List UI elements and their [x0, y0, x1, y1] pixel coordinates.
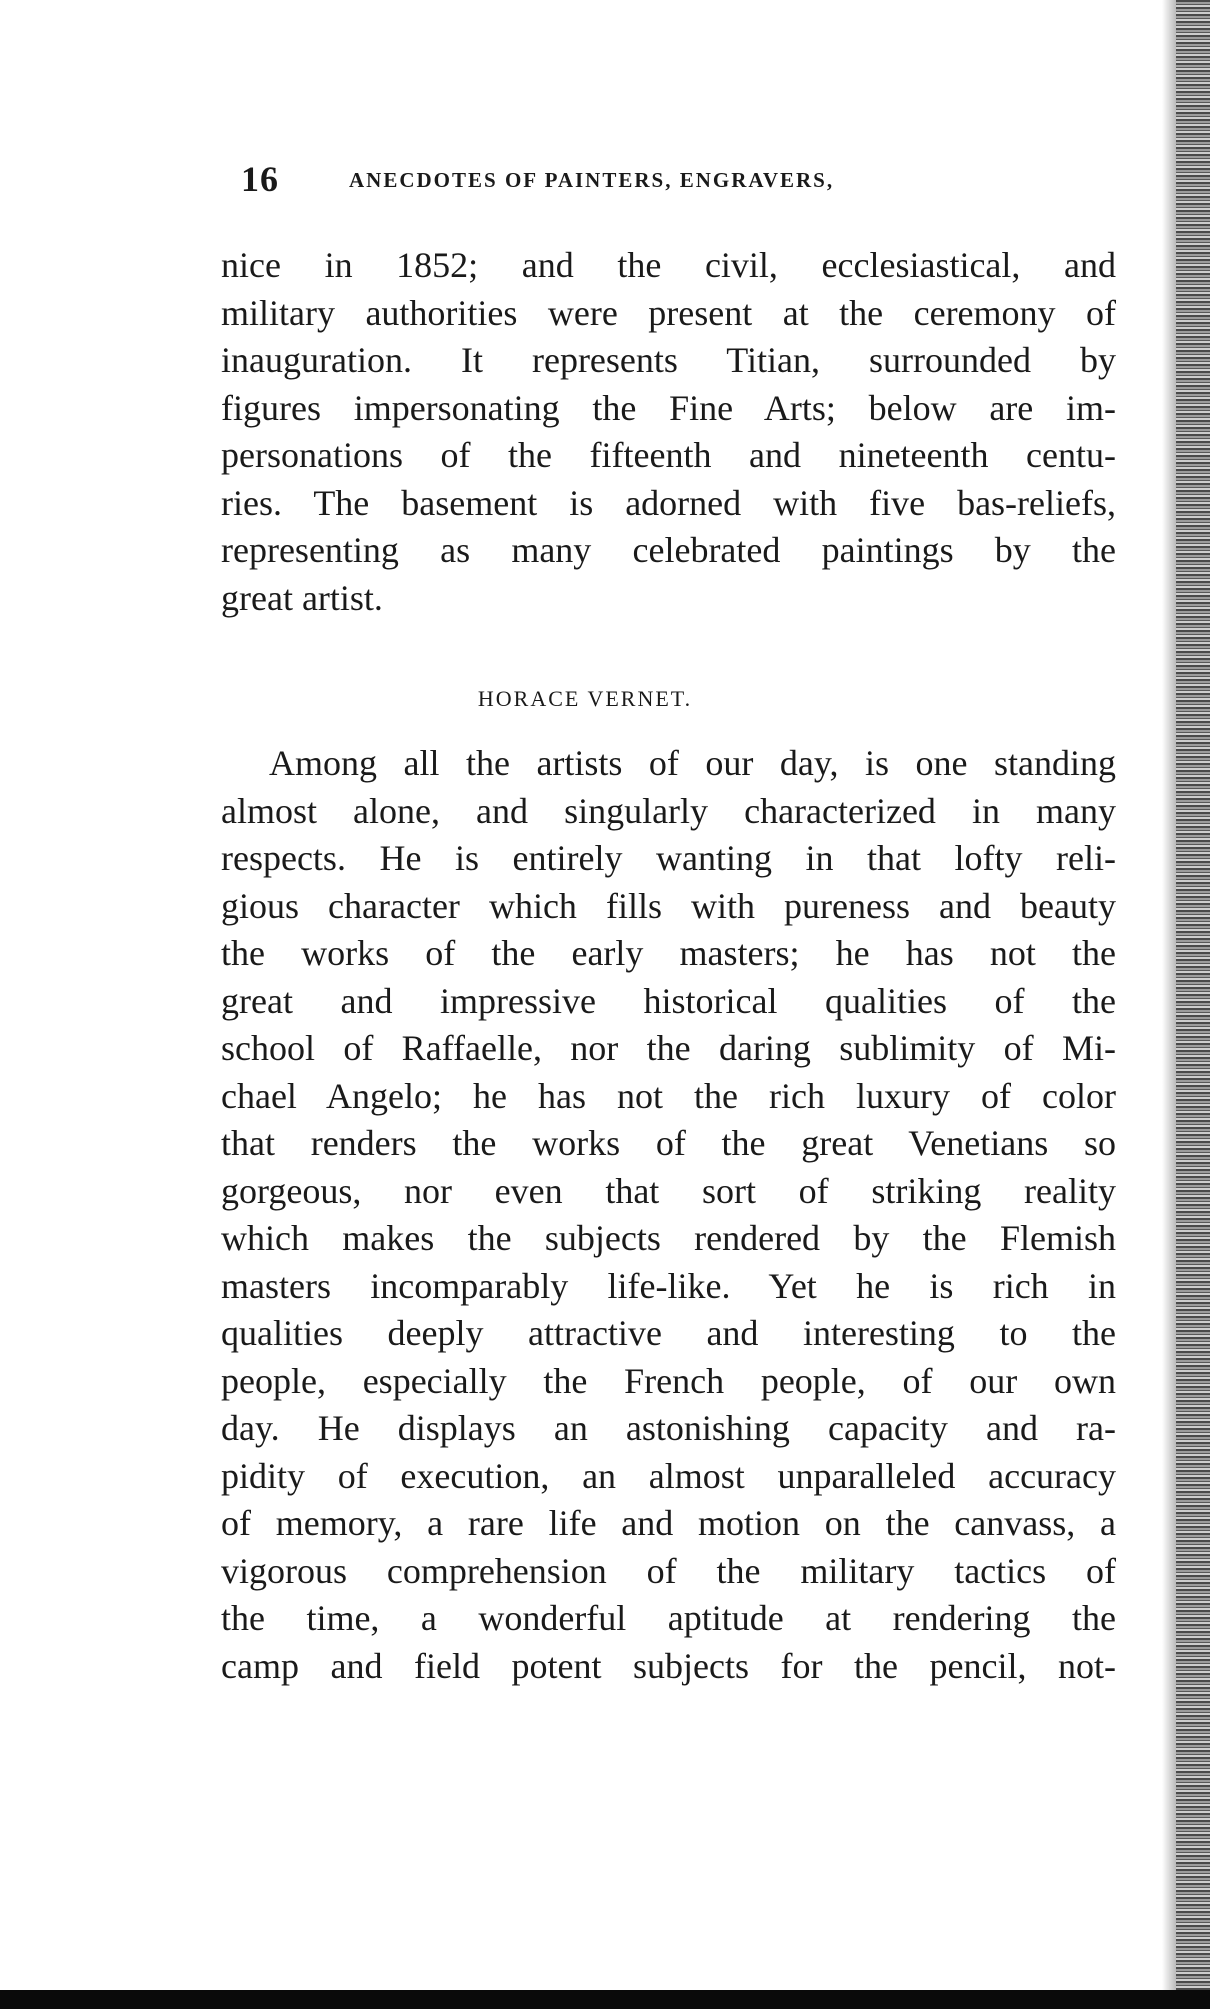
scan-bottom-border — [0, 1990, 1210, 2009]
text-line: military authorities were present at the ceremony of — [221, 292, 1116, 333]
paragraph-titian-monument — [221, 242, 1116, 622]
text-line: personations of the fifteenth and nineteenth centu- — [221, 435, 1116, 475]
text-line: pidity of execution, an almost unparalleled accuracy — [221, 1455, 1116, 1496]
text-line: great artist. — [221, 577, 383, 618]
text-line: figures impersonating the Fine Arts; below are im- — [221, 387, 1116, 428]
text-line: great and impressive historical qualities of the — [221, 980, 1116, 1021]
text-line: which makes the subjects rendered by the Flemish — [221, 1218, 1116, 1258]
text-line: gious character which fills with pureness and beauty — [221, 885, 1116, 926]
running-title: ANECDOTES OF PAINTERS, ENGRAVERS, — [349, 168, 835, 192]
text-line: masters incomparably life-like. Yet he is rich in — [221, 1265, 1116, 1306]
page-edge-shadow — [1162, 0, 1176, 1990]
text-line: qualities deeply attractive and interesting to the — [221, 1313, 1116, 1353]
text-line: people, especially the French people, of our own — [221, 1360, 1116, 1401]
text-line: day. He displays an astonishing capacity and ra- — [221, 1408, 1116, 1448]
text-line: almost alone, and singularly characterized in many — [221, 790, 1116, 831]
text-line: the works of the early masters; he has not the — [221, 933, 1116, 973]
text-line: representing as many celebrated paintings by the — [221, 530, 1116, 570]
section-heading: HORACE VERNET. — [477, 686, 693, 711]
text-line: nice in 1852; and the civil, ecclesiastical, and — [221, 245, 1116, 285]
text-line: camp and field potent subjects for the pencil, not- — [221, 1645, 1116, 1686]
text-line: inauguration. It represents Titian, surrounded by — [221, 340, 1116, 380]
text-line: gorgeous, nor even that sort of striking reality — [221, 1170, 1116, 1211]
text-line: chael Angelo; he has not the rich luxury of color — [221, 1075, 1116, 1116]
text-line: respects. He is entirely wanting in that lofty reli- — [221, 838, 1116, 878]
text-line: vigorous comprehension of the military tactics of — [221, 1550, 1116, 1591]
running-head — [241, 158, 1001, 198]
book-edge — [1176, 0, 1210, 1990]
paragraph-horace-vernet — [221, 740, 1116, 1690]
text-line: ries. The basement is adorned with five bas-reliefs, — [221, 482, 1116, 523]
text-line: the time, a wonderful aptitude at rendering the — [221, 1598, 1116, 1638]
text-line: that renders the works of the great Venetians so — [221, 1123, 1116, 1163]
text-line: of memory, a rare life and motion on the canvass, a — [221, 1503, 1116, 1543]
text-line: school of Raffaelle, nor the daring sublimity of Mi- — [221, 1028, 1116, 1068]
page-number: 16 — [241, 159, 279, 199]
text-line: Among all the artists of our day, is one standing — [269, 743, 1116, 783]
